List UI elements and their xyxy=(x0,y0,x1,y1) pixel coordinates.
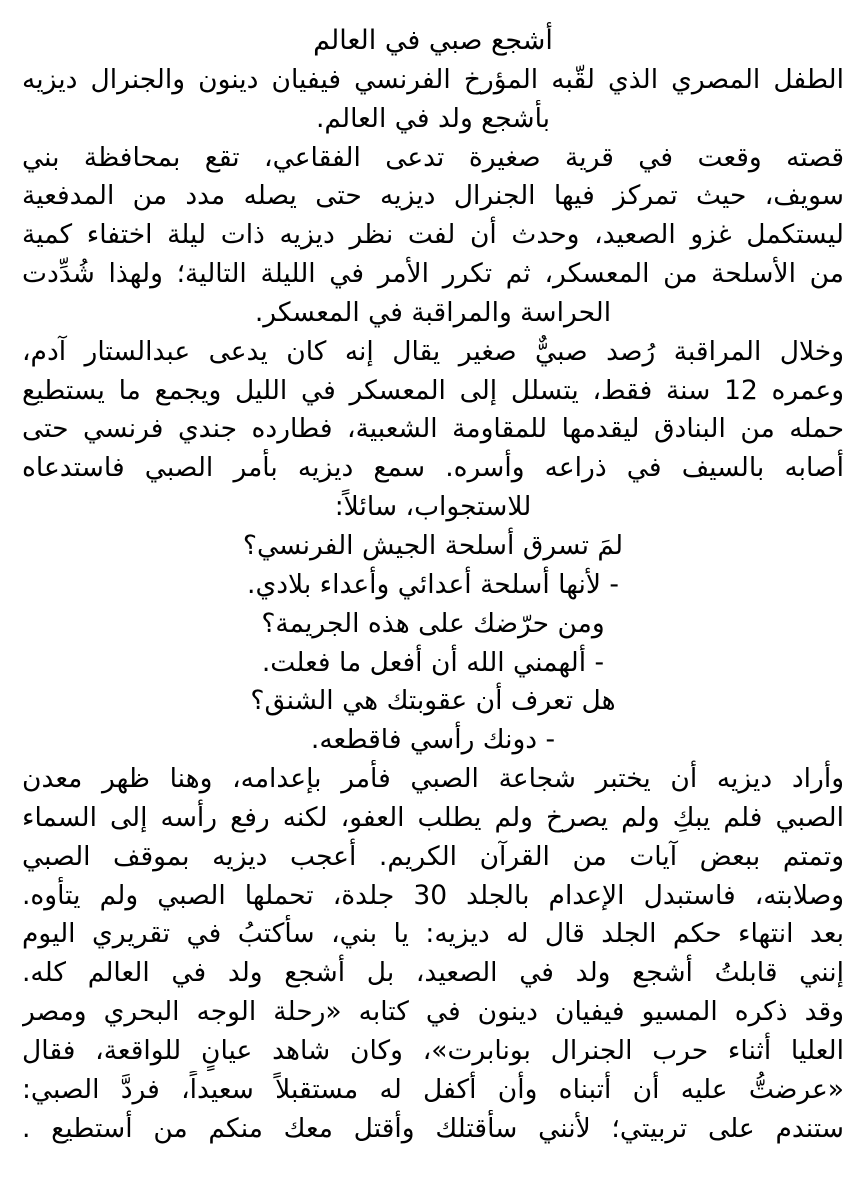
paragraph-line: وصلابته، فاستبدل الإعدام بالجلد 30 جلدة، تحملها الصبي ولم يتأوه. xyxy=(22,879,844,911)
paragraph-line: وقد ذكره المسيو فيفيان دينون في كتابه «رحلة الوجه البحري ومصر xyxy=(22,996,844,1028)
document-page xyxy=(22,22,844,1190)
paragraph-line: «عرضتُّ عليه أن أتبناه وأن أكفل له مستقبلاً سعيداً، فردَّ الصبي: xyxy=(22,1073,844,1105)
paragraph-line: وأراد ديزيه أن يختبر شجاعة الصبي فأمر بإعدامه، وهنا ظهر معدن xyxy=(22,763,844,795)
paragraph-line: ستندم على تربيتي؛ لأنني سأقتلك وأقتل معك منكم من أستطيع . xyxy=(22,1112,844,1144)
dialogue-question: ومن حرّضك على هذه الجريمة؟ xyxy=(261,607,605,639)
dialogue-answer: - دونك رأسي فاقطعه. xyxy=(310,724,556,756)
subtitle-line: الطفل المصري الذي لقّبه المؤرخ الفرنسي فيفيان دينون والجنرال ديزيه xyxy=(22,63,844,95)
paragraph-line: حمله من البنادق ليقدمها للمقاومة الشعبية، فطارده جندي فرنسي حتى xyxy=(22,413,844,445)
paragraph-line: وعمره 12 سنة فقط، يتسلل إلى المعسكر في الليل ويجمع ما يستطيع xyxy=(22,374,844,406)
paragraph-line: الصبي فلم يبكِ ولم يصرخ ولم يطلب العفو، لكنه رفع رأسه إلى السماء xyxy=(22,801,844,833)
dialogue-question: هل تعرف أن عقوبتك هي الشنق؟ xyxy=(250,685,616,717)
paragraph-line: وتمتم ببعض آيات من القرآن الكريم. أعجب ديزيه بموقف الصبي xyxy=(22,840,844,872)
paragraph-line: الحراسة والمراقبة في المعسكر. xyxy=(254,296,612,328)
dialogue-question: لمَ تسرق أسلحة الجيش الفرنسي؟ xyxy=(242,529,624,561)
paragraph-line: إنني قابلتُ أشجع ولد في الصعيد، بل أشجع ولد في العالم كله. xyxy=(22,957,844,989)
paragraph-line: بعد انتهاء حكم الجلد قال له ديزيه: يا بني، سأكتبُ في تقريري اليوم xyxy=(22,918,844,950)
subtitle-line: بأشجع ولد في العالم. xyxy=(315,102,551,134)
paragraph-line: قصته وقعت في قرية صغيرة تدعى الفقاعي، تقع بمحافظة بني xyxy=(22,141,844,173)
paragraph-line: ليستكمل غزو الصعيد، وحدث أن لفت نظر ديزيه ذات ليلة اختفاء كمية xyxy=(22,219,844,251)
paragraph-line: العليا أثناء حرب الجنرال بونابرت»، وكان شاهد عيانٍ للواقعة، فقال xyxy=(22,1034,844,1066)
paragraph-line: للاستجواب، سائلاً: xyxy=(334,491,532,523)
paragraph-line: أصابه بالسيف في ذراعه وأسره. سمع ديزيه بأمر الصبي فاستدعاه xyxy=(22,452,844,484)
document-title: أشجع صبي في العالم xyxy=(313,25,553,56)
dialogue-answer: - لأنها أسلحة أعدائي وأعداء بلادي. xyxy=(247,568,619,600)
dialogue-answer: - ألهمني الله أن أفعل ما فعلت. xyxy=(261,646,605,678)
paragraph-line: سويف، حيث تمركز فيها الجنرال ديزيه حتى يصله مدد من المدفعية xyxy=(22,180,844,212)
paragraph-line: وخلال المراقبة رُصد صبيٌّ صغير يقال إنه كان يدعى عبدالستار آدم، xyxy=(22,335,844,367)
paragraph-line: من الأسلحة من المعسكر، ثم تكرر الأمر في الليلة التالية؛ ولهذا شُدِّدت xyxy=(22,258,844,290)
